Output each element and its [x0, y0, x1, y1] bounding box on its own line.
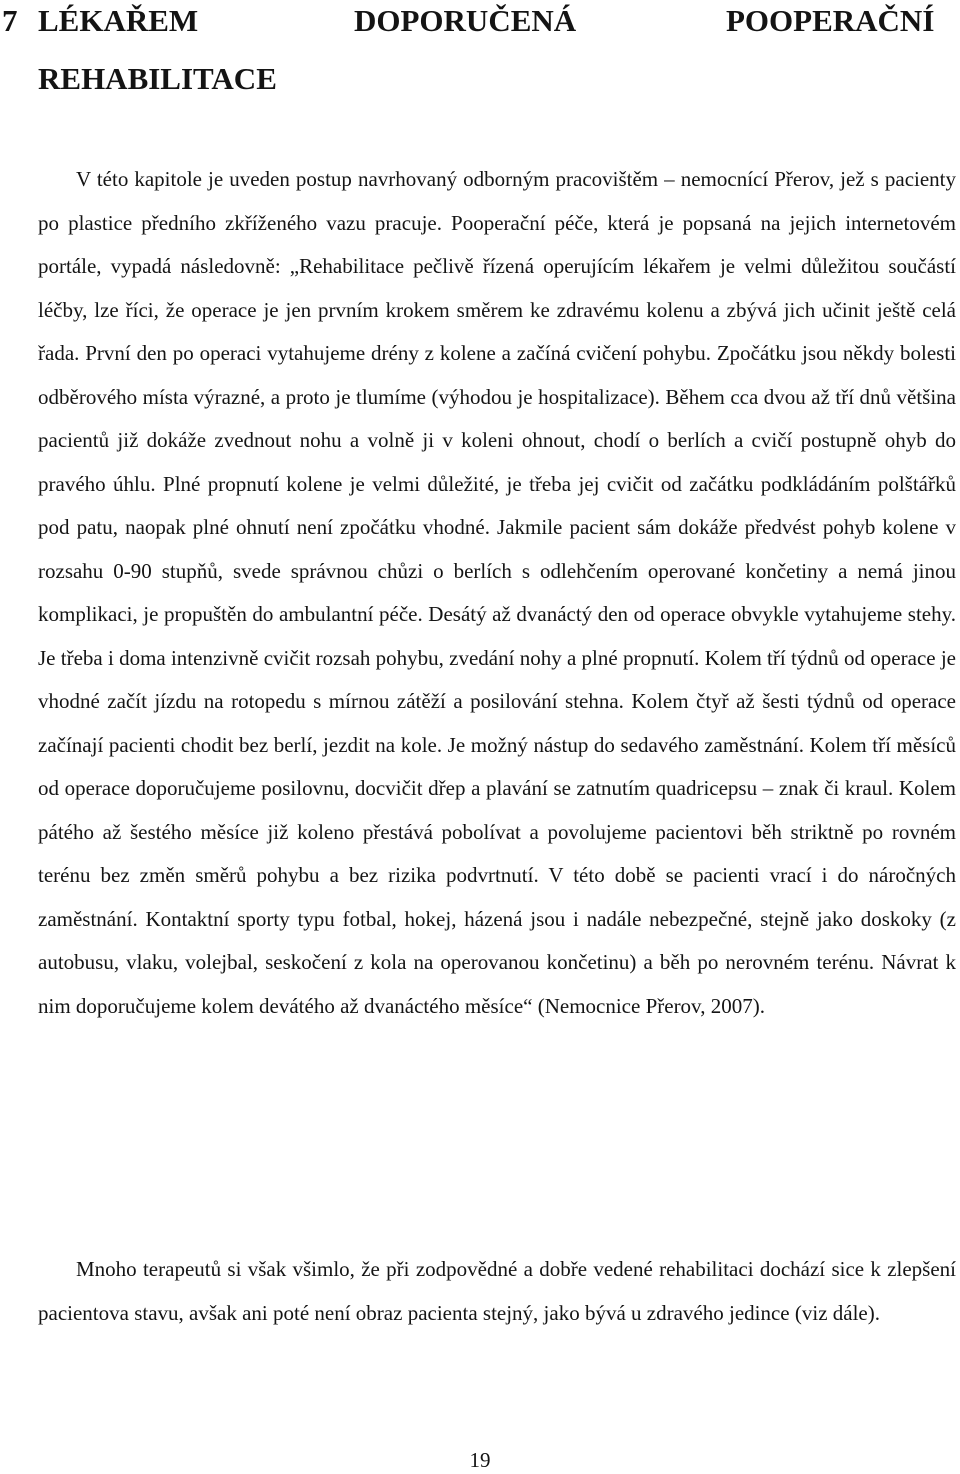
body-paragraph-1: V této kapitole je uveden postup navrhovaný odborným pracovištěm – nemocnící Přerov, jež s pacienty po plastice předního zkříženého vazu pracuje. Pooperační péče, která je popsaná na jejich internetovém portále, vypadá následovně: „Rehabilitace pečlivě řízená operujícím lékařem je velmi důležitou součástí léčby, lze říci, že operace je jen prvním krokem směrem ke zdravému kolenu a zbývá jich učinit ještě celá řada. První den po operaci vytahujeme drény z kolene a začíná cvičení pohybu. Zpočátku jsou někdy bolesti odběrového místa výrazné, a proto je tlumíme (výhodou je hospitalizace). Během cca dvou až tří dnů většina pacientů již dokáže zvednout nohu a volně ji v koleni ohnout, chodí o berlích a cvičí postupně ohyb do pravého úhlu. Plné propnutí kolene je velmi důležité, je třeba jej cvičit od začátku podkládáním polštářků pod patu, naopak plné ohnutí není zpočátku vhodné. Jakmile pacient sám dokáže předvést pohyb kolene v rozsahu 0-90 stupňů, svede správnou chůzi o berlích s odlehčením operované končetiny a nemá jinou komplikaci, je propuštěn do ambulantní péče. Desátý až dvanáctý den od operace obvykle vytahujeme stehy. Je třeba i doma intenzivně cvičit rozsah pohybu, zvedání nohy a plné propnutí. Kolem tří týdnů od operace je vhodné začít jízdu na rotopedu s mírnou zátěží a posilování stehna. Kolem čtyř až šesti týdnů od operace začínají pacienti chodit bez berlí, jezdit na kole. Je možný nástup do sedavého zaměstnání. Kolem tří měsíců od operace doporučujeme posilovnu, docvičit dřep a plavání se zatnutím quadricepsu – znak či kraul. Kolem pátého až šestého měsíce již koleno přestává pobolívat a povolujeme pacientovi běh striktně po rovném terénu bez změn směrů pohybu a bez rizika podvrtnutí. V této době se pacienti vrací i do náročných zaměstnání. Kontaktní sporty typu fotbal, hokej, házená jsou i nadále nebezpečné, stejně jako doskoky (z autobusu, vlaku, volejbal, seskočení z kola na operovanou končetinu) a běh po nerovném terénu. Návrat k nim doporučujeme kolem devátého až dvanáctého měsíce“ (Nemocnice Přerov, 2007).	[38, 167, 956, 1018]
heading-word-3: POOPERAČNÍ	[726, 3, 935, 38]
heading-word-2: DOPORUČENÁ	[354, 3, 577, 38]
heading-word-1: LÉKAŘEM	[38, 3, 199, 38]
body-paragraph-2: Mnoho terapeutů si však všimlo, že při zodpovědné a dobře vedené rehabilitaci dochází sice k zlepšení pacientova stavu, avšak ani poté není obraz pacienta stejný, jako bývá u zdravého jedince (viz dále).	[38, 1257, 956, 1325]
chapter-heading	[0, 0, 960, 116]
heading-word-4: REHABILITACE	[38, 61, 277, 96]
page-number: 19	[469, 1448, 491, 1472]
chapter-number: 7	[2, 3, 18, 38]
heading-line-2	[0, 58, 960, 116]
